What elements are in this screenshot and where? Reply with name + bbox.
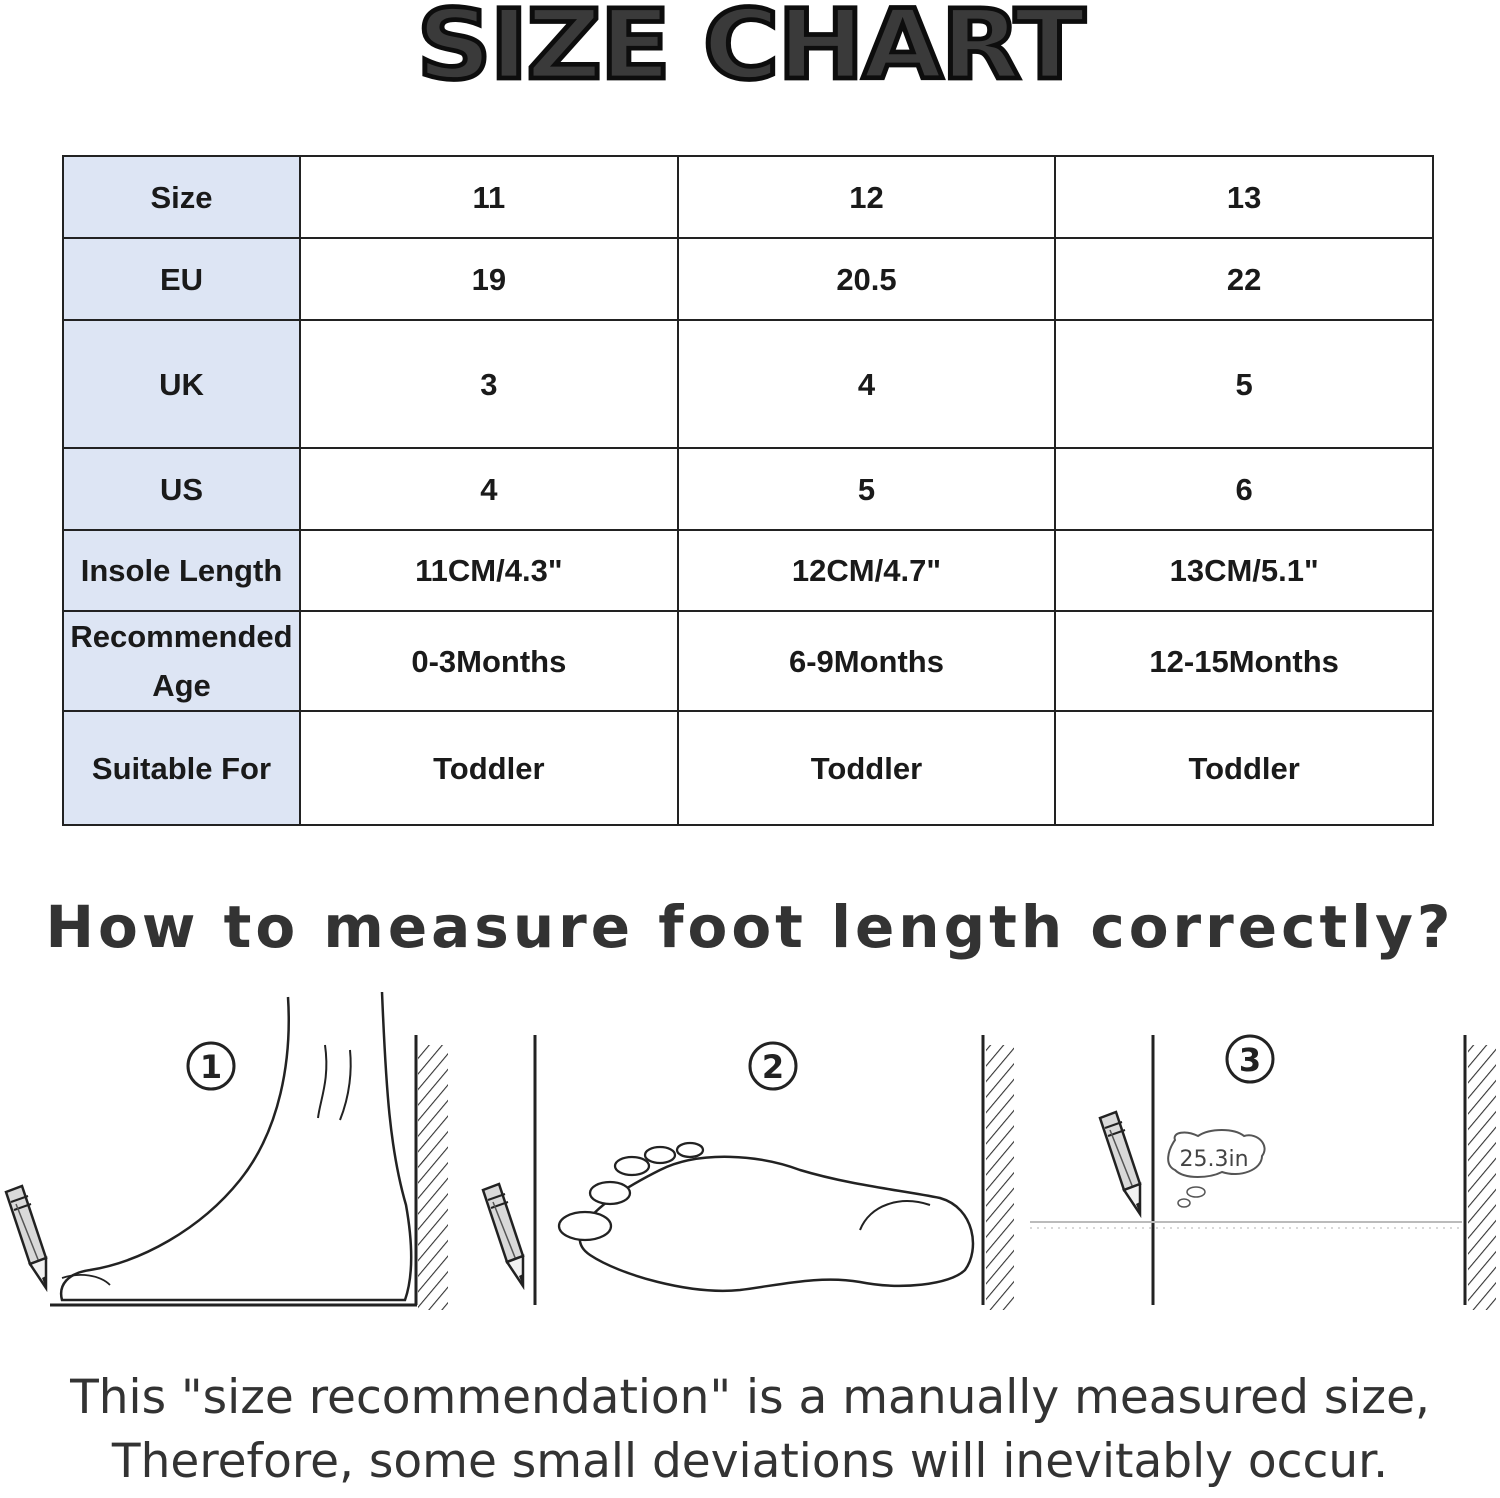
page-title: SIZE CHART	[416, 0, 1084, 102]
step-3-illustration	[1030, 1035, 1496, 1310]
table-row	[63, 156, 1433, 238]
table-cell: 0-3Months	[300, 611, 678, 711]
table-cell: 13CM/5.1"	[1055, 530, 1433, 611]
table-row	[63, 530, 1433, 611]
note-line-2: Therefore, some small deviations will inevitably occur.	[111, 1434, 1389, 1489]
step-1-illustration	[6, 992, 448, 1310]
step-number: 3	[1238, 1041, 1262, 1079]
table-cell: 4	[300, 448, 678, 530]
table-cell: 12-15Months	[1055, 611, 1433, 711]
table-cell: 3	[300, 320, 678, 448]
row-header: Recommended Age	[63, 611, 300, 711]
measure-illustrations	[0, 985, 1500, 1320]
table-cell: 19	[300, 238, 678, 320]
table-cell: Toddler	[300, 711, 678, 825]
row-header: Size	[63, 156, 300, 238]
measurement-bubble: 25.3in	[1179, 1147, 1249, 1172]
table-cell: 11	[300, 156, 678, 238]
row-header: Insole Length	[63, 530, 300, 611]
table-row	[63, 711, 1433, 825]
row-header: Suitable For	[63, 711, 300, 825]
row-header: UK	[63, 320, 300, 448]
table-cell: 12CM/4.7"	[678, 530, 1056, 611]
table-cell: 5	[1055, 320, 1433, 448]
table-row	[63, 320, 1433, 448]
measure-heading: How to measure foot length correctly?	[45, 893, 1455, 961]
note-line-1: This "size recommendation" is a manually measured size,	[70, 1370, 1430, 1425]
pencil-icon	[1100, 1112, 1140, 1214]
table-cell: 6-9Months	[678, 611, 1056, 711]
pencil-icon	[483, 1184, 523, 1286]
table-cell: 11CM/4.3"	[300, 530, 678, 611]
table-row	[63, 611, 1433, 711]
size-chart-table	[62, 155, 1434, 826]
step-2-illustration	[483, 1035, 1014, 1310]
row-header: EU	[63, 238, 300, 320]
table-cell: 4	[678, 320, 1056, 448]
step-number: 2	[761, 1048, 785, 1086]
step-number: 1	[199, 1048, 223, 1086]
pencil-icon	[6, 1186, 46, 1288]
table-row	[63, 238, 1433, 320]
table-cell: 6	[1055, 448, 1433, 530]
table-cell: Toddler	[678, 711, 1056, 825]
table-cell: 20.5	[678, 238, 1056, 320]
row-header: US	[63, 448, 300, 530]
table-cell: 13	[1055, 156, 1433, 238]
table-cell: 12	[678, 156, 1056, 238]
table-cell: Toddler	[1055, 711, 1433, 825]
table-cell: 22	[1055, 238, 1433, 320]
table-row	[63, 448, 1433, 530]
table-cell: 5	[678, 448, 1056, 530]
